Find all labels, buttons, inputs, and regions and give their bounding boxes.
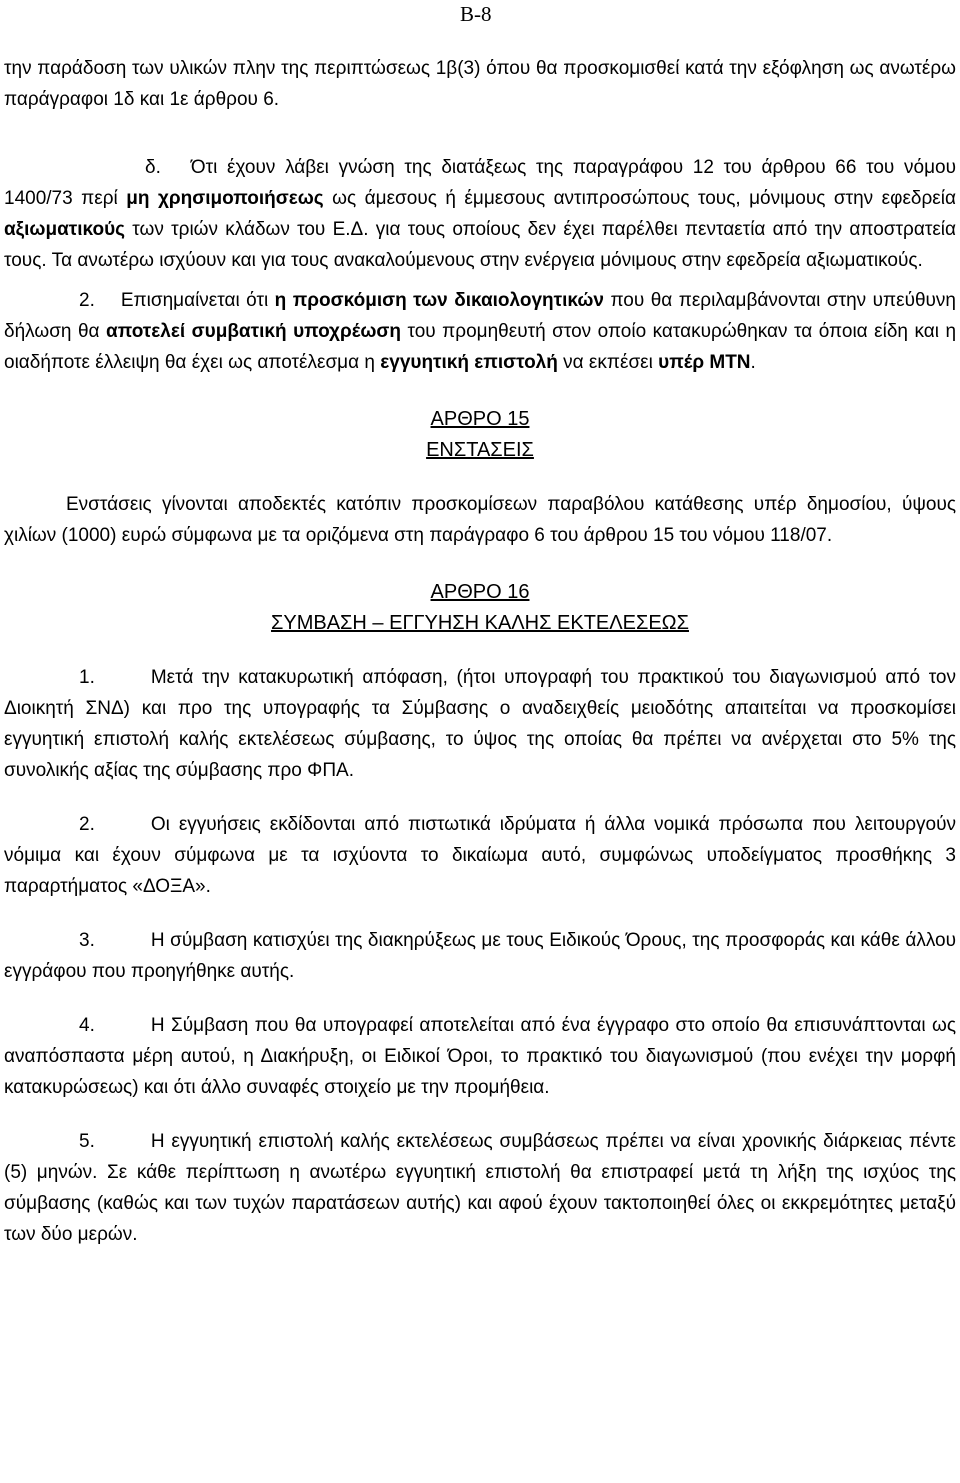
paragraph-d <box>4 152 956 276</box>
article-16-paragraph-2 <box>4 809 956 902</box>
paragraph-d-label: δ. <box>145 157 161 178</box>
article-16-paragraph-2-number: 2. <box>79 814 95 835</box>
paragraph-2-text-3: του προμηθευτή στον οποίο κατακυρώθηκαν τα όποια είδη και η οιαδήποτε έλλειψη θα έχει ως αποτέλεσμα η <box>4 321 957 373</box>
paragraph-2-bold-2: αποτελεί συμβατική υποχρέωση <box>106 321 401 342</box>
article-16-heading-block <box>4 577 956 639</box>
article-15-body: Ενστάσεις γίνονται αποδεκτές κατόπιν προσκομίσεων παραβόλου κατάθεσης υπέρ δημοσίου, ύψους χιλίων (1000) ευρώ σύμφωνα με τα οριζόμενα στη παράγραφο 6 του άρθρου 15 του νόμου 118/07. <box>4 494 956 546</box>
article-16-paragraph-5-number: 5. <box>79 1131 95 1152</box>
paragraph-d-text-3: των τριών κλάδων του Ε.Δ. για τους οποίους δεν έχει παρέλθει πενταετία από την αποστρατεία τους. Τα ανωτέρω ισχύουν και για τους ανακαλούμενους στην ενέργεια μόνιμους στην εφεδρεία αξιωματικούς. <box>4 219 956 271</box>
document-body <box>4 53 956 1250</box>
article-16-heading: ΑΡΘΡΟ 16 <box>430 581 530 603</box>
article-16-paragraph-3-text: Η σύμβαση κατισχύει της διακηρύξεως με τους Ειδικούς Όρους, της προσφοράς και κάθε άλλου εγγράφου που προηγήθηκε αυτής. <box>4 930 956 982</box>
article-15-heading-block <box>4 404 956 466</box>
article-16-paragraph-3 <box>4 925 956 987</box>
article-16-paragraph-3-number: 3. <box>79 930 95 951</box>
paragraph-d-bold-2: αξιωματικούς <box>4 219 126 240</box>
article-16-paragraph-1-text: Μετά την κατακυρωτική απόφαση, (ήτοι υπογραφή του πρακτικού του διαγωνισμού από τον Διοικητή ΣΝΔ) και προ της υπογραφής τα Σύμβασης ο αναδειχθείς μειοδότης απαιτείται να προσκομίσει εγγυητική επιστολή καλής εκτελέσεως σύμβασης, το ύψος της οποίας θα πρέπει να ανέρχεται στο 5% της συνολικής αξίας της σύμβασης προ ΦΠΑ. <box>4 667 956 781</box>
paragraph-2-text-5: . <box>750 352 756 373</box>
page-number: Β-8 <box>460 2 492 26</box>
paragraph-2 <box>4 285 956 378</box>
paragraph-2-text-4: να εκπέσει <box>557 352 659 373</box>
paragraph-2-bold-3: εγγυητική επιστολή <box>380 352 558 373</box>
paragraph-2-bold-1: η προσκόμιση των δικαιολογητικών <box>274 290 604 311</box>
article-16-paragraph-5 <box>4 1126 956 1250</box>
paragraph-2-text-2: που θα περιλαμβάνονται στην υπεύθυνη δήλωση θα <box>4 290 956 342</box>
paragraph-d-text-2: ως άμεσους ή έμμεσους αντιπροσώπους τους, μόνιμους στην εφεδρεία <box>323 188 956 209</box>
paragraph-d-text-1: Ότι έχουν λάβει γνώση της διατάξεως της παραγράφου 12 του άρθρου 66 του νόμου 1400/73 περί <box>4 157 956 209</box>
paragraph-2-text-1: Επισημαίνεται ότι <box>120 290 275 311</box>
article-15-title: ΕΝΣΤΑΣΕΙΣ <box>426 439 534 461</box>
article-15-heading: ΑΡΘΡΟ 15 <box>430 408 530 430</box>
article-16-paragraph-4-number: 4. <box>79 1015 95 1036</box>
paragraph-prev-continuation: την παράδοση των υλικών πλην της περιπτώσεως 1β(3) όπου θα προσκομισθεί κατά την εξόφληση ως ανωτέρω παράγραφοι 1δ και 1ε άρθρου 6. <box>4 58 956 110</box>
article-16-title: ΣΥΜΒΑΣΗ – ΕΓΓΥΗΣΗ ΚΑΛΗΣ ΕΚΤΕΛΕΣΕΩΣ <box>271 612 689 634</box>
article-16-paragraph-1 <box>4 662 956 786</box>
article-16-paragraph-4-text: Η Σύμβαση που θα υπογραφεί αποτελείται από ένα έγγραφο στο οποίο θα επισυνάπτονται ως αναπόσπαστα μέρη αυτού, η Διακήρυξη, οι Ειδικοί Όροι, το πρακτικό του διαγωνισμού (που ενέχει την μορφή κατακυρώσεως) και ότι άλλο συναφές στοιχείο με την προμήθεια. <box>4 1015 956 1098</box>
paragraph-2-number: 2. <box>79 290 95 311</box>
article-16-paragraph-5-text: Η εγγυητική επιστολή καλής εκτελέσεως συμβάσεως πρέπει να είναι χρονικής διάρκειας πέντε (5) μηνών. Σε κάθε περίπτωση η ανωτέρω εγγυητική επιστολή θα επιστραφεί μετά τη λήξη της ισχύος της σύμβασης (καθώς και των τυχών παρατάσεων αυτής) και αφού έχουν τακτοποιηθεί όλες οι εκκρεμότητες μεταξύ των δύο μερών. <box>4 1131 956 1245</box>
paragraph-d-bold-1: μη χρησιμοποιήσεως <box>126 188 324 209</box>
article-16-paragraph-2-text: Οι εγγυήσεις εκδίδονται από πιστωτικά ιδρύματα ή άλλα νομικά πρόσωπα που λειτουργούν νόμιμα και έχουν σύμφωνα με τα ισχύοντα το δικαίωμα αυτό, συμφώνως υποδείγματος προσθήκης 3 παραρτήματος «ΔΟΞΑ». <box>4 814 956 897</box>
article-16-paragraph-4 <box>4 1010 956 1103</box>
paragraph-2-bold-4: υπέρ ΜΤΝ <box>658 352 751 373</box>
article-16-paragraph-1-number: 1. <box>79 667 95 688</box>
